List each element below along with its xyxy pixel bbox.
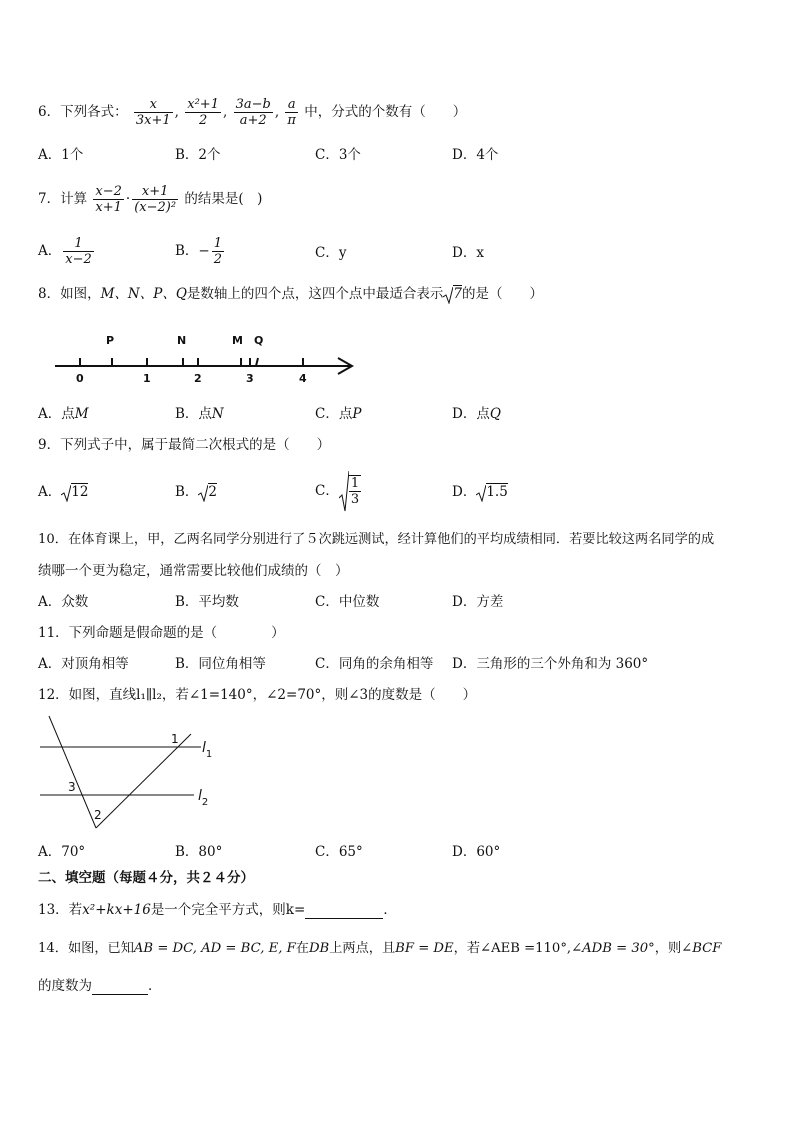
q10-option-a[interactable]: A．众数: [38, 594, 89, 610]
q8-option-c[interactable]: C．点P: [315, 406, 362, 422]
section-2-title: 二、填空题（每题４分，共２４分）: [38, 870, 254, 886]
q7-frac-1: $\frac{x-2}{x+1}$: [95, 184, 122, 215]
transversal-left: [49, 716, 96, 828]
q11-option-d[interactable]: D．三角形的三个外角和为 360°: [452, 656, 649, 672]
q6-option-a[interactable]: A．1个: [38, 147, 84, 163]
q8-stem: 8．如图，M、N、P、Q是数轴上的四个点，这四个点中最适合表示 7的是（ ）: [38, 286, 543, 303]
q7-frac-2: $\frac{x+1}{\text{(x−2)²}}$: [134, 184, 177, 215]
q12-stem: 12．如图，直线l₁∥l₂，若∠1=140°，∠2=70°，则∠3的度数是（ ）: [38, 687, 477, 703]
q9-option-a[interactable]: A． 12: [38, 484, 89, 500]
q14-answer-blank[interactable]: [92, 976, 148, 995]
angle-1-label: 1: [171, 732, 179, 746]
q6-frac-3: $\frac{3a-b}{a+2}$: [235, 97, 271, 128]
q13-answer-blank[interactable]: [305, 900, 383, 919]
q10-option-d[interactable]: D．方差: [452, 594, 504, 610]
q9-option-d[interactable]: D． 1.5: [452, 484, 508, 500]
number-line-diagram: [50, 330, 360, 385]
axis-label-1: 1: [143, 372, 151, 385]
q10-stem-line2: 绩哪一个更为稳定，通常需要比较他们成绩的（ ）: [38, 563, 349, 579]
q10-option-c[interactable]: C．中位数: [315, 594, 380, 610]
point-label-p: P: [106, 334, 115, 347]
q12-option-c[interactable]: C．65°: [315, 844, 363, 860]
q8-option-d[interactable]: D．点Q: [452, 406, 501, 422]
q9-stem: 9．下列式子中，属于最简二次根式的是（ ）: [38, 437, 331, 453]
axis-label-3: 3: [246, 372, 254, 385]
q7-stem: 7．计算 $\frac{x-2}{x+1}$ · $\frac{x+1}{\text{(x−2)²}}$ 的结果是( ): [38, 184, 263, 215]
q12-option-b[interactable]: B．80°: [175, 844, 223, 860]
q7-option-c[interactable]: C．y: [315, 245, 347, 261]
q10-stem-line1: 10．在体育课上，甲，乙两名同学分别进行了５次跳远测试，经计算他们的平均成绩相同．若要比较这两名同学的成: [38, 532, 715, 547]
q7-option-b[interactable]: B．− $\frac{1}{2}$: [175, 236, 223, 267]
q6-frac-4: $\frac{a}{\pi}$: [287, 97, 296, 128]
q6-option-c[interactable]: C．3个: [315, 147, 361, 163]
q7-suffix: 的结果是( ): [184, 191, 263, 207]
q6-frac-2: $\frac{\text{x²+1}}{2}$: [187, 97, 219, 128]
q8-sqrt: 7: [443, 285, 462, 304]
q9-option-c[interactable]: C． $\frac{1}{3}$: [315, 470, 361, 512]
point-label-q: Q: [254, 334, 264, 347]
q8-points: M、N、P、Q: [100, 286, 187, 302]
q11-stem: 11．下列命题是假命题的是（ ）: [38, 625, 285, 641]
transversal-right: [96, 734, 191, 828]
point-label-n: N: [177, 334, 187, 347]
q6-stem: 6．下列各式： $\frac{x}{3x+1}$ , $\frac{\text{x²+1}}{2}$ , $\frac{3a-b}{a+2}$ , $\frac{a}{\pi}$ 中，分式的个数有（ ）: [38, 97, 467, 128]
q14-stem-line2: 的度数为 ．: [38, 978, 162, 994]
angle-2-label: 2: [94, 808, 102, 822]
point-label-m: M: [232, 334, 243, 347]
q14-stem-line1: 14．如图，已知AB = DC, AD = BC, E, F在DB上两点，且BF = DE，若∠AEB =110°,∠ADB = 30°，则∠BCF: [38, 941, 722, 956]
line-l2-label: $l_2$: [198, 788, 209, 808]
q12-option-d[interactable]: D．60°: [452, 844, 501, 860]
q12-option-a[interactable]: A．70°: [38, 844, 86, 860]
q11-option-c[interactable]: C．同角的余角相等: [315, 656, 434, 672]
q10-option-b[interactable]: B．平均数: [175, 594, 239, 610]
parallel-lines-diagram: [36, 712, 236, 832]
line-l1-label: $l_1$: [202, 740, 213, 760]
q6-option-d[interactable]: D．4个: [452, 147, 499, 163]
q7-option-a[interactable]: A． $\frac{1}{x-2}$: [38, 236, 92, 267]
q11-option-b[interactable]: B．同位角相等: [175, 656, 266, 672]
q6-frac-1: $\frac{x}{3x+1}$: [135, 97, 171, 128]
axis-label-4: 4: [299, 372, 307, 385]
q11-option-a[interactable]: A．对顶角相等: [38, 656, 129, 672]
axis-label-2: 2: [194, 372, 202, 385]
q8-option-a[interactable]: A．点M: [38, 406, 89, 422]
angle-3-label: 3: [68, 780, 76, 794]
q13-expression: x²+kx+16: [82, 902, 151, 918]
q6-prefix: 6．下列各式：: [38, 104, 128, 120]
q6-option-b[interactable]: B．2个: [175, 147, 221, 163]
q7-option-d[interactable]: D．x: [452, 245, 484, 261]
q9-option-b[interactable]: B． 2: [175, 484, 218, 500]
q13-stem: 13．若x²+kx+16是一个完全平方式，则k= ．: [38, 902, 397, 918]
q6-suffix: 中，分式的个数有（ ）: [304, 104, 467, 120]
q7-prefix: 7．计算: [38, 191, 88, 207]
q8-option-b[interactable]: B．点N: [175, 406, 224, 422]
axis-label-0: 0: [76, 372, 84, 385]
